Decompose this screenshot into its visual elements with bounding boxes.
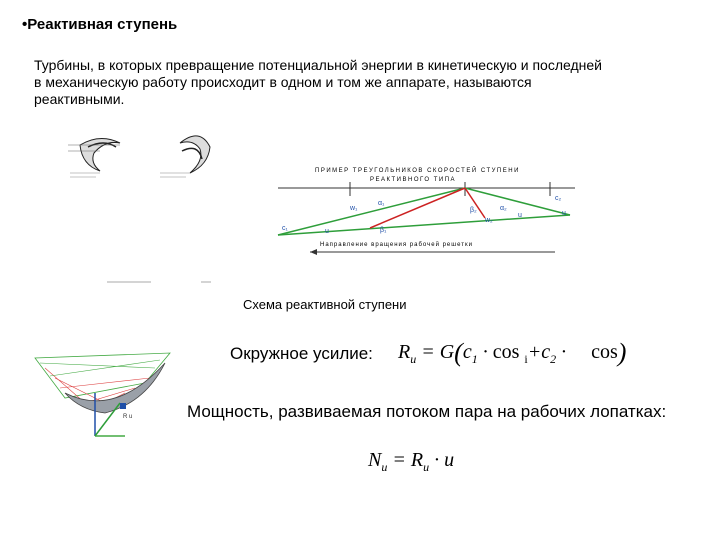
c1-vector: [278, 215, 570, 235]
force-c1: c: [462, 341, 472, 363]
power-r: R: [410, 449, 424, 471]
power-dot: ·: [434, 449, 440, 471]
force-open-paren: (: [454, 338, 463, 367]
force-eq: =: [421, 341, 435, 363]
blade-shape: [65, 363, 165, 413]
power-lhs-sub: u: [381, 460, 388, 474]
diagram-bottom-label: Направление вращения рабочей решетки: [320, 242, 473, 248]
force-label: Окружное усилие:: [230, 344, 373, 363]
label-c1: c₁: [282, 225, 288, 232]
label-a1: α₁: [378, 200, 385, 207]
power-eq: =: [392, 449, 406, 471]
velocity-triangles-diagram: [270, 160, 580, 260]
force-c1-sub: 1: [471, 352, 478, 366]
label-w2: w₂: [485, 217, 493, 224]
power-label: Мощность, развиваемая потоком пара на рабочих лопатках:: [187, 402, 667, 421]
force-cos2: cos: [591, 341, 618, 363]
label-b1: β₁: [380, 227, 387, 234]
force-close-paren: ): [617, 338, 627, 367]
label-a2: α₂: [500, 205, 507, 212]
power-formula: [368, 449, 454, 475]
blade-sketch-right: [160, 136, 210, 177]
slide-title: •Реактивная ступень: [22, 16, 178, 33]
force-dot2: ·: [561, 341, 567, 363]
blade-sketch-pair: [60, 125, 230, 185]
force-lhs: R: [398, 341, 411, 363]
intro-line-2: в механическую работу происходит в одном и том же аппарате, называются: [34, 74, 532, 90]
blade-sketch-left: [68, 138, 120, 177]
force-plus: +c: [527, 341, 551, 363]
label-u2: u: [518, 212, 522, 219]
label-w1: w₁: [350, 205, 358, 212]
power-u: u: [444, 449, 455, 471]
diagram-heading-2: РЕАКТИВНОГО ТИПА: [370, 177, 457, 183]
intro-line-1: Турбины, в которых превращение потенциальной энергии в кинетическую и последней: [34, 57, 602, 73]
intro-paragraph: [34, 57, 704, 108]
power-lhs: N: [368, 449, 382, 471]
label-b2: β₂: [470, 207, 477, 214]
label-c2: c₂: [555, 195, 562, 202]
force-cos1: cos: [492, 341, 520, 363]
small-marks: [105, 278, 215, 286]
label-u-end: u: [562, 210, 566, 217]
force-lhs-sub: u: [410, 352, 417, 366]
label-u1: u: [325, 228, 329, 235]
force-dot1: ·: [482, 341, 488, 363]
force-formula: [398, 338, 626, 368]
sketch-label: R u: [123, 414, 133, 420]
force-g: G: [439, 341, 455, 363]
diagram-caption: Схема реактивной ступени: [243, 297, 407, 312]
power-r-sub: u: [423, 460, 430, 474]
force-i: i: [524, 352, 528, 366]
force-c2-sub: 2: [550, 352, 557, 366]
diagram-heading-1: ПРИМЕР ТРЕУГОЛЬНИКОВ СКОРОСТЕЙ СТУПЕНИ: [315, 168, 520, 174]
intro-line-3: реактивными.: [34, 91, 125, 107]
blade-flow-sketch: [25, 348, 185, 443]
